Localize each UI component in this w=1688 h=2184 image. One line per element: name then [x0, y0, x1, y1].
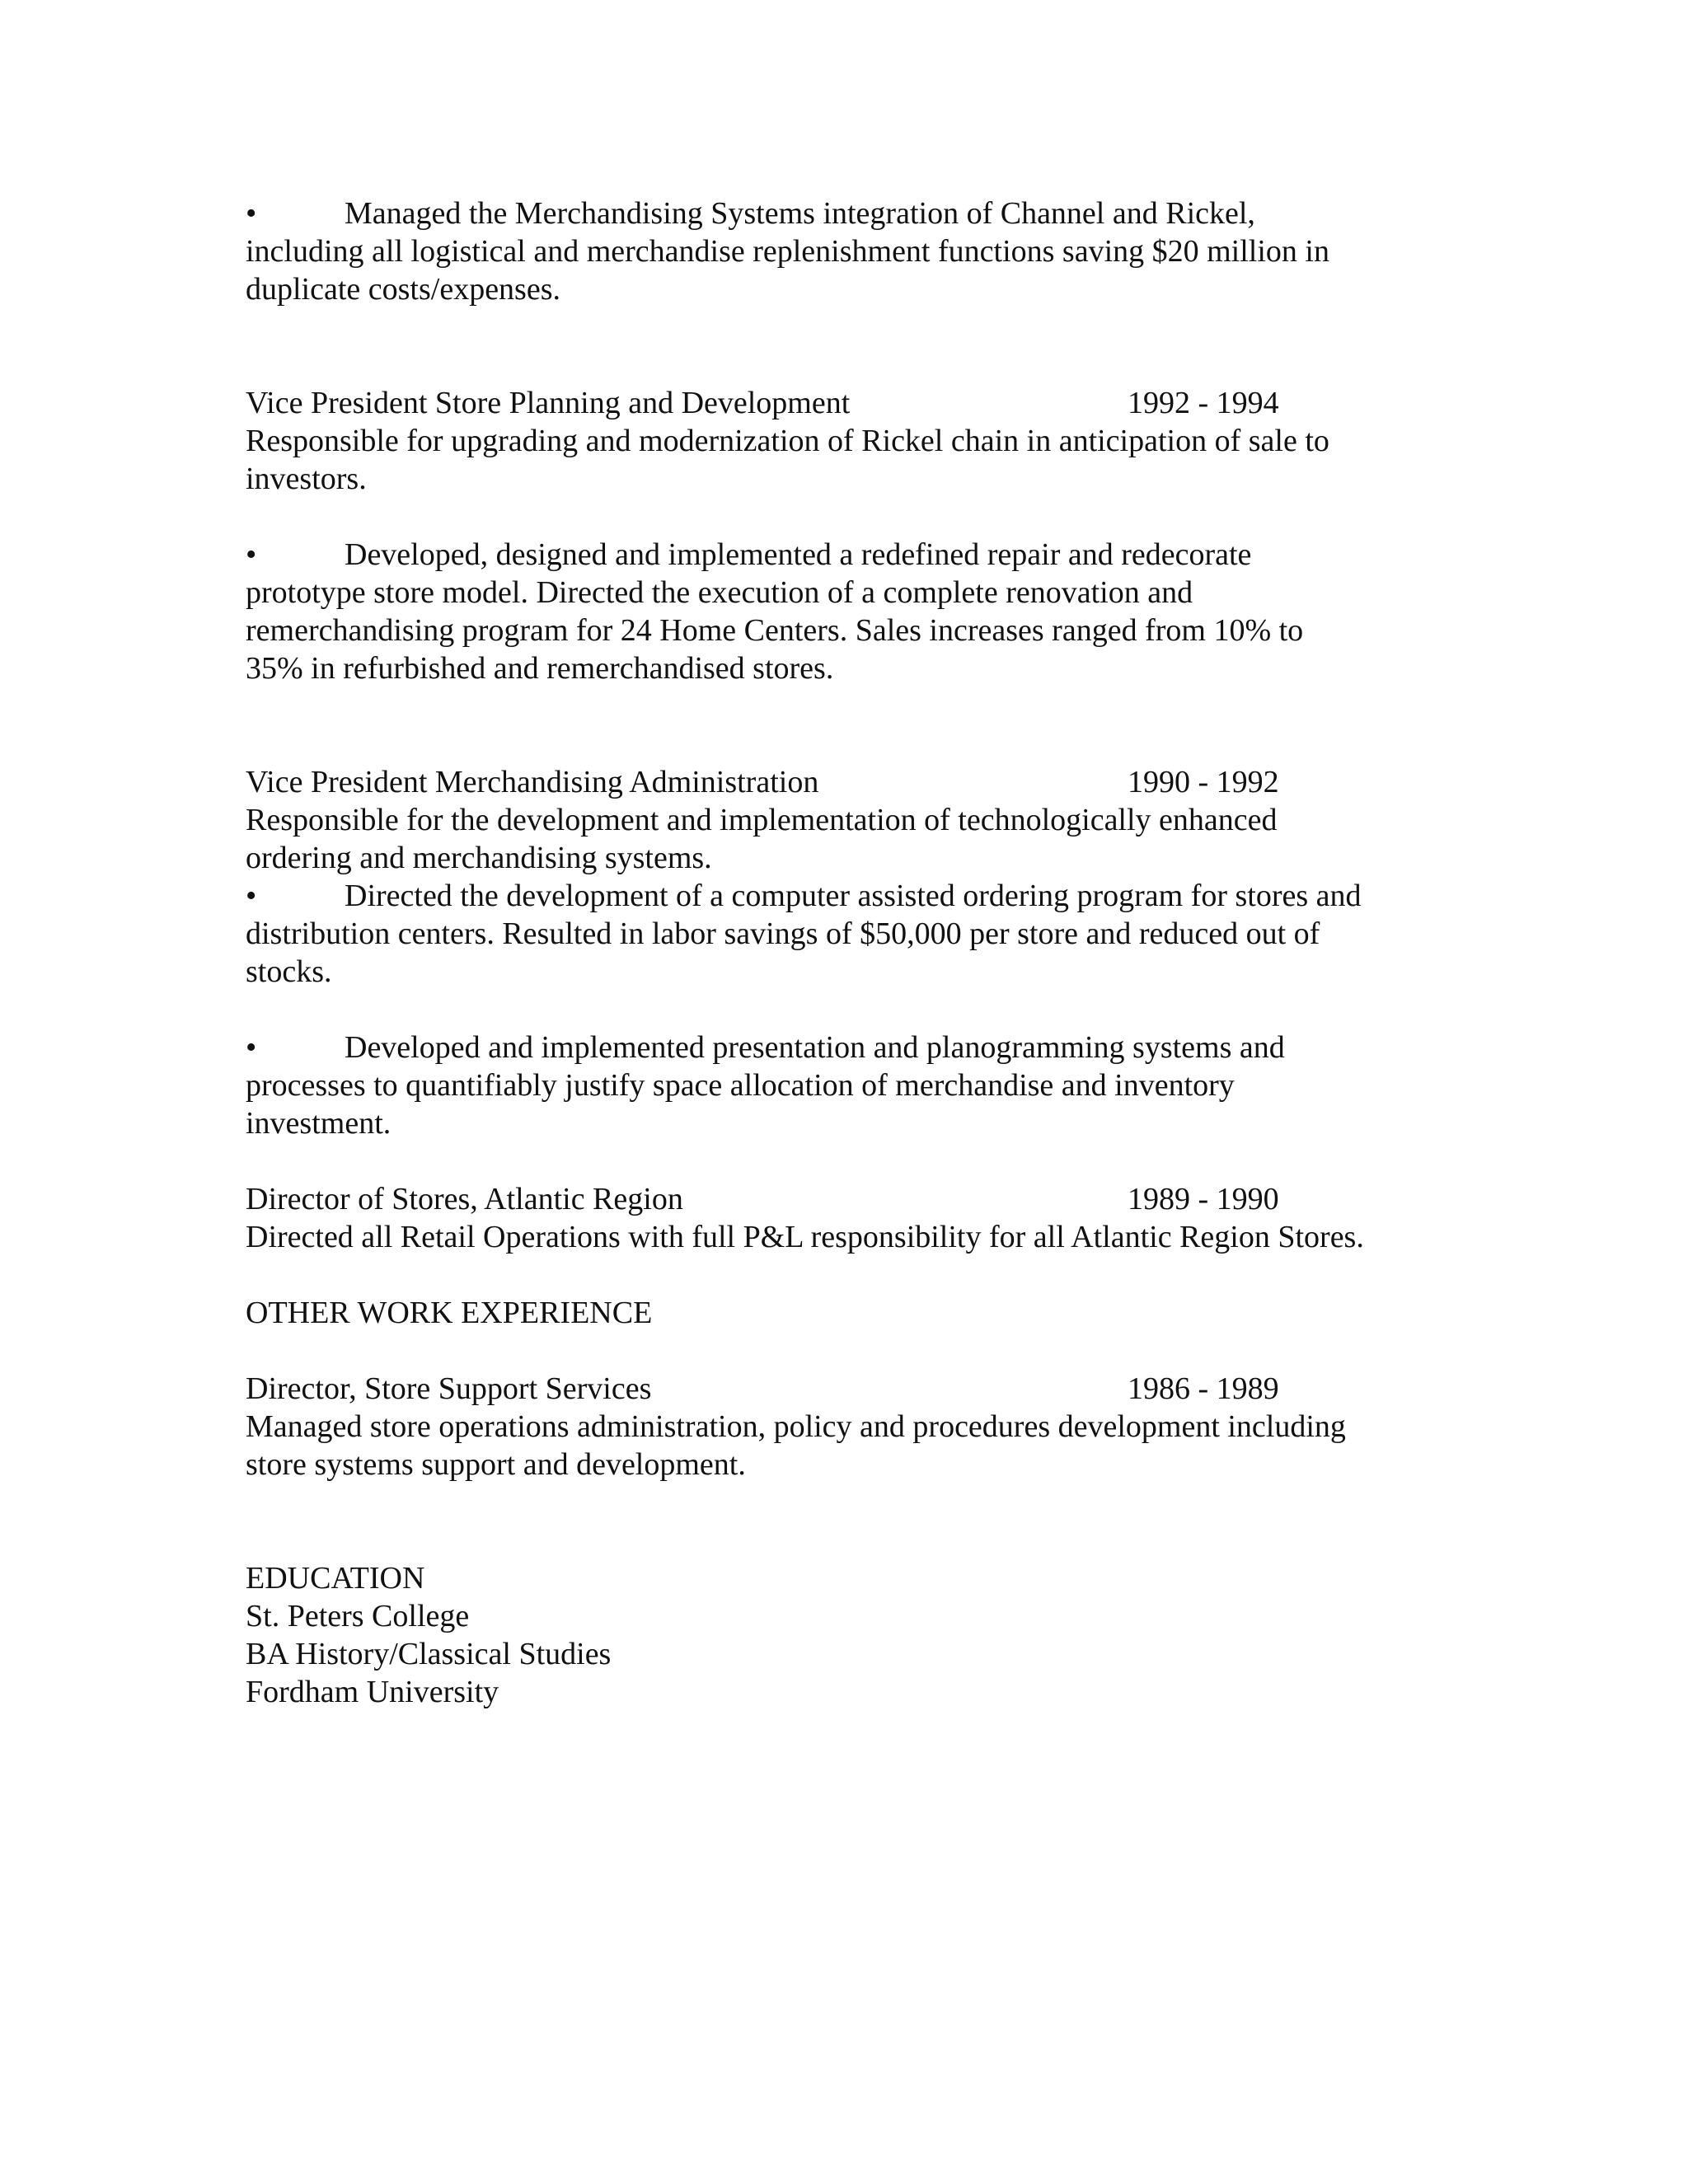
bullet-text: stocks.: [246, 954, 332, 989]
bullet-line: [246, 1029, 1449, 1066]
job-title: Vice President Merchandising Administration: [246, 765, 819, 799]
job-title: Director of Stores, Atlantic Region: [246, 1182, 683, 1216]
bullet-line: [246, 194, 1449, 232]
bullet-text: Directed the development of a computer assisted ordering program for stores and: [345, 879, 1362, 913]
section-heading: EDUCATION: [246, 1561, 425, 1596]
bullet-glyph: •: [246, 879, 257, 913]
merch-systems-bullet-block: [246, 194, 1449, 308]
bullet-text: prototype store model. Directed the execution of a complete renovation and: [246, 575, 1193, 610]
bullet-text: processes to quantifiably justify space allocation of merchandise and inventory: [246, 1068, 1235, 1103]
job-dates: 1990 - 1992: [1128, 765, 1279, 799]
bullet-text: including all logistical and merchandise replenishment functions saving $20 million in: [246, 234, 1329, 269]
job-description: Responsible for the development and implementation of technologically enhanced: [246, 803, 1278, 837]
job-title-row: [246, 763, 1449, 801]
bullet-text: Developed, designed and implemented a redefined repair and redecorate: [345, 537, 1252, 572]
bullet-text: Developed and implemented presentation and planogramming systems and: [345, 1030, 1285, 1065]
bullet-text: duplicate costs/expenses.: [246, 272, 561, 307]
job-description: store systems support and development.: [246, 1447, 746, 1482]
education-block: [246, 1559, 1449, 1711]
vp-store-planning-bullet-block: [246, 536, 1449, 687]
bullet-glyph: •: [246, 537, 257, 572]
job-title: Vice President Store Planning and Development: [246, 386, 851, 420]
job-description: Responsible for upgrading and modernization of Rickel chain in anticipation of sale to: [246, 424, 1329, 458]
education-line: St. Peters College: [246, 1599, 470, 1633]
vp-store-planning-block: [246, 384, 1449, 498]
other-work-block: [246, 1294, 1449, 1332]
bullet-glyph: •: [246, 196, 257, 231]
job-title: Director, Store Support Services: [246, 1371, 652, 1406]
vp-merch-admin-block: [246, 763, 1449, 991]
job-dates: 1992 - 1994: [1128, 386, 1279, 420]
bullet-text: distribution centers. Resulted in labor savings of $50,000 per store and reduced out of: [246, 916, 1320, 951]
bullet-text: remerchandising program for 24 Home Centers. Sales increases ranged from 10% to: [246, 613, 1304, 648]
job-description: ordering and merchandising systems.: [246, 841, 712, 875]
bullet-glyph: •: [246, 1030, 257, 1065]
education-line: BA History/Classical Studies: [246, 1637, 612, 1671]
director-atlantic-block: [246, 1180, 1449, 1256]
bullet-text: investment.: [246, 1106, 392, 1141]
vp-merch-admin-bullet2-block: [246, 1029, 1449, 1142]
job-description: investors.: [246, 462, 367, 496]
job-title-row: [246, 1180, 1449, 1218]
education-line: Fordham University: [246, 1675, 499, 1709]
job-title-row: [246, 1370, 1449, 1408]
bullet-line: [246, 877, 1449, 915]
bullet-text: Managed the Merchandising Systems integration of Channel and Rickel,: [345, 196, 1255, 231]
job-description: Managed store operations administration, policy and procedures development including: [246, 1409, 1346, 1444]
section-heading: OTHER WORK EXPERIENCE: [246, 1296, 653, 1330]
job-dates: 1986 - 1989: [1128, 1371, 1279, 1406]
bullet-line: [246, 536, 1449, 574]
job-dates: 1989 - 1990: [1128, 1182, 1279, 1216]
job-description: Directed all Retail Operations with full P&L responsibility for all Atlantic Region Stores.: [246, 1220, 1364, 1254]
director-support-block: [246, 1370, 1449, 1483]
job-title-row: [246, 384, 1449, 422]
bullet-text: 35% in refurbished and remerchandised stores.: [246, 651, 834, 686]
